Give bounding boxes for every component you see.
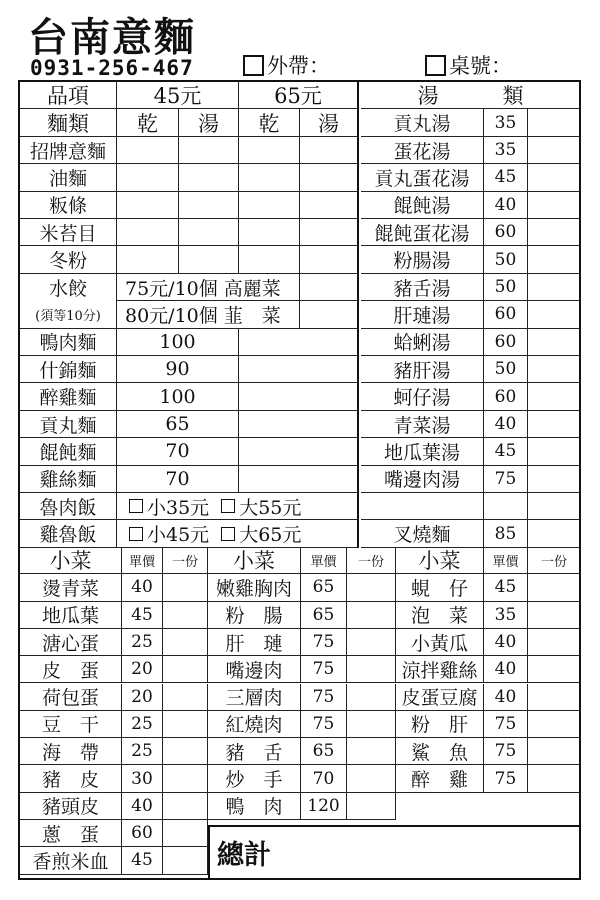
- order-cell[interactable]: [347, 738, 396, 765]
- soup-header-char: 湯: [417, 84, 439, 109]
- dry-header: 乾: [239, 109, 300, 136]
- snack-item-name: 燙青菜: [20, 574, 122, 601]
- rice-item-name: 魯肉飯: [20, 493, 117, 520]
- soup-item-name: 粉腸湯: [361, 246, 484, 273]
- order-cell[interactable]: [300, 301, 359, 328]
- noodle-item-name: 貢丸麵: [20, 411, 117, 438]
- order-cell[interactable]: [163, 656, 208, 683]
- snack-header-name: 小菜: [20, 547, 122, 574]
- order-cell[interactable]: [347, 629, 396, 656]
- snack-item-price: 40: [122, 574, 163, 601]
- snack-item-price: 70: [301, 765, 347, 792]
- order-cell[interactable]: [239, 137, 300, 164]
- order-cell[interactable]: [117, 137, 179, 164]
- shop-name: 台南意麵: [28, 15, 196, 61]
- order-cell[interactable]: [528, 383, 580, 410]
- soup-item-name: 肝璉湯: [361, 301, 484, 328]
- snack-item-price: 65: [301, 738, 347, 765]
- dumpling-option[interactable]: [117, 274, 300, 301]
- noodle-item-name: 餛飩麵: [20, 438, 117, 465]
- order-cell[interactable]: [179, 246, 239, 273]
- checkbox[interactable]: [221, 527, 235, 541]
- soup-item-price: 60: [484, 383, 528, 410]
- order-cell[interactable]: [117, 219, 179, 246]
- dumpling-price: 75元/10個: [125, 277, 218, 300]
- order-cell[interactable]: [528, 301, 580, 328]
- snack-item-price: 75: [301, 656, 347, 683]
- dumpling-option[interactable]: [117, 301, 300, 328]
- snack-item-name: 豆 干: [20, 711, 122, 738]
- order-cell[interactable]: [239, 383, 359, 410]
- order-cell[interactable]: [300, 137, 359, 164]
- order-cell[interactable]: [163, 684, 208, 711]
- snack-item-price: 120: [301, 793, 347, 820]
- takeout-label: 外帶：: [267, 54, 330, 78]
- checkbox[interactable]: [129, 499, 143, 513]
- order-cell[interactable]: [347, 765, 396, 792]
- soup-item-name: 蚵仔湯: [361, 383, 484, 410]
- soup-item-name: 青菜湯: [361, 411, 484, 438]
- snack-item-price: 75: [301, 684, 347, 711]
- order-cell[interactable]: [528, 219, 580, 246]
- snack-item-price: 75: [301, 629, 347, 656]
- order-cell[interactable]: [528, 765, 580, 792]
- snack-item-name: 溏心蛋: [20, 629, 122, 656]
- noodle-item-name: 冬粉: [20, 246, 117, 273]
- order-cell[interactable]: [239, 356, 359, 383]
- noodle-item-name: 醉雞麵: [20, 383, 117, 410]
- snack-item-price: 35: [484, 602, 528, 629]
- soup-item-price: 85: [484, 520, 528, 547]
- snack-item-price: 45: [484, 574, 528, 601]
- order-cell[interactable]: [528, 109, 580, 136]
- order-cell[interactable]: [347, 684, 396, 711]
- order-cell[interactable]: [117, 192, 179, 219]
- noodle-item-price: 100: [117, 329, 239, 356]
- order-cell[interactable]: [528, 274, 580, 301]
- snack-item-name: 泡 菜: [396, 602, 484, 629]
- snack-item-price: 45: [122, 602, 163, 629]
- dry-header: 乾: [117, 109, 179, 136]
- order-cell[interactable]: [528, 411, 580, 438]
- order-cell[interactable]: [347, 656, 396, 683]
- snack-item-name: 三層肉: [208, 684, 301, 711]
- dumpling-name: 水餃: [20, 274, 117, 301]
- order-cell[interactable]: [528, 520, 580, 547]
- table-number-option[interactable]: [425, 50, 512, 80]
- soup-item-price: 45: [484, 438, 528, 465]
- order-cell[interactable]: [163, 574, 208, 601]
- order-cell[interactable]: [528, 602, 580, 629]
- order-cell[interactable]: [528, 656, 580, 683]
- soup-item-price: 60: [484, 329, 528, 356]
- rice-small-label: 小35元: [147, 496, 210, 519]
- soup-item-name: 餛飩湯: [361, 192, 484, 219]
- snack-item-price: 25: [122, 629, 163, 656]
- order-cell[interactable]: [528, 466, 580, 493]
- order-cell[interactable]: [239, 164, 300, 191]
- rice-large-label: 大55元: [239, 496, 302, 519]
- snack-item-name: 炒 手: [208, 765, 301, 792]
- soup-item-price: 45: [484, 164, 528, 191]
- order-cell[interactable]: [239, 192, 300, 219]
- snack-item-name: 海 帶: [20, 738, 122, 765]
- item-header: 品項: [20, 82, 117, 109]
- noodle-item-name: 鴨肉麵: [20, 329, 117, 356]
- snack-item-name: 皮蛋豆腐: [396, 684, 484, 711]
- order-cell[interactable]: [528, 574, 580, 601]
- order-cell[interactable]: [528, 711, 580, 738]
- noodle-item-price: 70: [117, 466, 239, 493]
- order-cell[interactable]: [179, 219, 239, 246]
- price-65-header: 65元: [239, 82, 359, 109]
- order-cell[interactable]: [300, 274, 359, 301]
- takeout-option[interactable]: [243, 50, 330, 80]
- soup-item-price: 50: [484, 246, 528, 273]
- snack-item-name: 皮 蛋: [20, 656, 122, 683]
- soup-item-name: [361, 493, 484, 520]
- order-cell[interactable]: [239, 219, 300, 246]
- snack-item-name: 涼拌雞絲: [396, 656, 484, 683]
- rice-large-option[interactable]: [221, 520, 301, 547]
- snack-item-price: 40: [122, 793, 163, 820]
- noodle-item-price: 90: [117, 356, 239, 383]
- noodle-item-name: 雞絲麵: [20, 466, 117, 493]
- snack-item-price: 25: [122, 738, 163, 765]
- order-cell[interactable]: [179, 164, 239, 191]
- snack-item-name: 蜆 仔: [396, 574, 484, 601]
- soup-header-char: 類: [502, 84, 524, 109]
- snack-header-portion: 一份: [163, 547, 208, 574]
- order-cell[interactable]: [528, 684, 580, 711]
- order-cell[interactable]: [163, 738, 208, 765]
- snack-header-portion: 一份: [528, 547, 580, 574]
- noodle-item-price: 70: [117, 438, 239, 465]
- snack-item-name: 鴨 肉: [208, 793, 301, 820]
- order-cell[interactable]: [347, 793, 396, 820]
- soup-header: 湯: [300, 109, 359, 136]
- rice-large-label: 大65元: [239, 524, 302, 547]
- rice-small-option[interactable]: [129, 520, 209, 547]
- soup-item-price: 50: [484, 356, 528, 383]
- total-label: 總計: [217, 840, 271, 871]
- soup-item-name: 地瓜葉湯: [361, 438, 484, 465]
- order-cell[interactable]: [117, 164, 179, 191]
- noodle-item-name: 什錦麵: [20, 356, 117, 383]
- dumpling-filling: 韮 菜: [223, 304, 281, 327]
- order-cell[interactable]: [300, 246, 359, 273]
- soup-item-price: 40: [484, 411, 528, 438]
- snack-item-name: 豬頭皮: [20, 793, 122, 820]
- soup-item-name: 嘴邊肉湯: [361, 466, 484, 493]
- soup-item-price: [484, 493, 528, 520]
- snack-item-name: 地瓜葉: [20, 602, 122, 629]
- order-cell[interactable]: [239, 246, 300, 273]
- snack-item-name: 紅燒肉: [208, 711, 301, 738]
- order-cell[interactable]: [163, 602, 208, 629]
- order-cell[interactable]: [163, 765, 208, 792]
- order-cell[interactable]: [528, 246, 580, 273]
- snack-header-name: 小菜: [208, 547, 301, 574]
- order-cell[interactable]: [528, 438, 580, 465]
- order-cell[interactable]: [239, 438, 359, 465]
- order-cell[interactable]: [528, 493, 580, 520]
- snack-header-unit-price: 單價: [301, 547, 347, 574]
- noodle-item-name: 招牌意麵: [20, 137, 117, 164]
- snack-item-name: 豬 舌: [208, 738, 301, 765]
- soup-item-price: 50: [484, 274, 528, 301]
- noodle-item-price: 100: [117, 383, 239, 410]
- order-cell[interactable]: [239, 329, 359, 356]
- order-cell[interactable]: [528, 137, 580, 164]
- snack-item-price: 40: [484, 656, 528, 683]
- soup-item-price: 35: [484, 109, 528, 136]
- snack-header-name: 小菜: [396, 547, 484, 574]
- checkbox[interactable]: [129, 527, 143, 541]
- snack-item-price: 60: [122, 820, 163, 847]
- phone-number: 0931-256-467: [30, 56, 194, 80]
- snack-item-price: 40: [484, 629, 528, 656]
- soup-item-name: 貢丸湯: [361, 109, 484, 136]
- soup-item-name: 貢丸蛋花湯: [361, 164, 484, 191]
- rice-size-options[interactable]: [117, 520, 359, 547]
- snack-item-name: 肝 璉: [208, 629, 301, 656]
- soup-item-name: 豬舌湯: [361, 274, 484, 301]
- snack-item-name: 豬 皮: [20, 765, 122, 792]
- noodle-type-header: 麵類: [20, 109, 117, 136]
- snack-header-portion: 一份: [347, 547, 396, 574]
- snack-item-price: 75: [301, 711, 347, 738]
- order-cell[interactable]: [163, 820, 208, 847]
- noodle-item-name: 油麵: [20, 164, 117, 191]
- snack-item-price: 75: [484, 765, 528, 792]
- noodle-item-price: 65: [117, 411, 239, 438]
- dumpling-note: (須等10分): [20, 301, 117, 328]
- rice-large-option[interactable]: [221, 493, 301, 520]
- snack-item-name: 醉 雞: [396, 765, 484, 792]
- order-cell[interactable]: [528, 164, 580, 191]
- order-cell[interactable]: [528, 192, 580, 219]
- rice-size-options[interactable]: [117, 493, 359, 520]
- order-cell[interactable]: [239, 411, 359, 438]
- soup-item-price: 40: [484, 192, 528, 219]
- order-cell[interactable]: [300, 164, 359, 191]
- snack-item-name: 嘴邊肉: [208, 656, 301, 683]
- snack-item-name: 粉 肝: [396, 711, 484, 738]
- snack-item-price: 65: [301, 574, 347, 601]
- soup-item-name: 蛤蜊湯: [361, 329, 484, 356]
- snack-item-price: 75: [484, 738, 528, 765]
- checkbox[interactable]: [221, 499, 235, 513]
- soup-item-price: 75: [484, 466, 528, 493]
- order-cell[interactable]: [163, 793, 208, 820]
- soup-header: 湯: [179, 109, 239, 136]
- snack-item-price: 25: [122, 711, 163, 738]
- price-45-header: 45元: [117, 82, 239, 109]
- soup-item-price: 60: [484, 301, 528, 328]
- order-cell[interactable]: [179, 137, 239, 164]
- order-cell[interactable]: [528, 629, 580, 656]
- rice-small-label: 小45元: [147, 524, 210, 547]
- noodle-item-name: 粄條: [20, 192, 117, 219]
- dumpling-filling: 高麗菜: [223, 277, 281, 300]
- snack-item-name: 嫩雞胸肉: [208, 574, 301, 601]
- snack-item-name: 荷包蛋: [20, 684, 122, 711]
- rice-small-option[interactable]: [129, 493, 209, 520]
- order-cell[interactable]: [117, 246, 179, 273]
- snack-item-name: 鯊 魚: [396, 738, 484, 765]
- order-cell[interactable]: [163, 629, 208, 656]
- snack-item-name: 小黃瓜: [396, 629, 484, 656]
- order-cell[interactable]: [179, 192, 239, 219]
- soup-item-name: 豬肝湯: [361, 356, 484, 383]
- snack-item-name: 香煎米血: [20, 847, 122, 874]
- soup-item-price: 60: [484, 219, 528, 246]
- snack-header-unit-price: 單價: [484, 547, 528, 574]
- snack-item-price: 65: [301, 602, 347, 629]
- order-cell[interactable]: [300, 192, 359, 219]
- order-cell[interactable]: [528, 738, 580, 765]
- snack-item-price: 30: [122, 765, 163, 792]
- soup-item-name: 餛飩蛋花湯: [361, 219, 484, 246]
- order-cell[interactable]: [300, 219, 359, 246]
- snack-item-price: 20: [122, 656, 163, 683]
- snack-item-name: 粉 腸: [208, 602, 301, 629]
- snack-item-price: 40: [484, 684, 528, 711]
- table-number-checkbox[interactable]: [425, 55, 446, 76]
- order-cell[interactable]: [163, 847, 208, 874]
- order-cell[interactable]: [347, 711, 396, 738]
- order-cell[interactable]: [347, 602, 396, 629]
- dumpling-price: 80元/10個: [125, 304, 218, 327]
- order-cell[interactable]: [163, 711, 208, 738]
- takeout-checkbox[interactable]: [243, 55, 264, 76]
- soup-item-name: 叉燒麵: [361, 520, 484, 547]
- snack-item-price: 45: [122, 847, 163, 874]
- rice-item-name: 雞魯飯: [20, 520, 117, 547]
- table-number-label: 桌號：: [449, 54, 512, 78]
- soup-item-name: 蛋花湯: [361, 137, 484, 164]
- soup-item-price: 35: [484, 137, 528, 164]
- order-cell[interactable]: [528, 329, 580, 356]
- order-cell[interactable]: [239, 466, 359, 493]
- order-cell[interactable]: [528, 356, 580, 383]
- snack-item-price: 75: [484, 711, 528, 738]
- noodle-item-name: 米苔目: [20, 219, 117, 246]
- snack-header-unit-price: 單價: [122, 547, 163, 574]
- soup-header: [361, 82, 580, 109]
- snack-item-name: 蔥 蛋: [20, 820, 122, 847]
- snack-item-price: 20: [122, 684, 163, 711]
- order-cell[interactable]: [347, 574, 396, 601]
